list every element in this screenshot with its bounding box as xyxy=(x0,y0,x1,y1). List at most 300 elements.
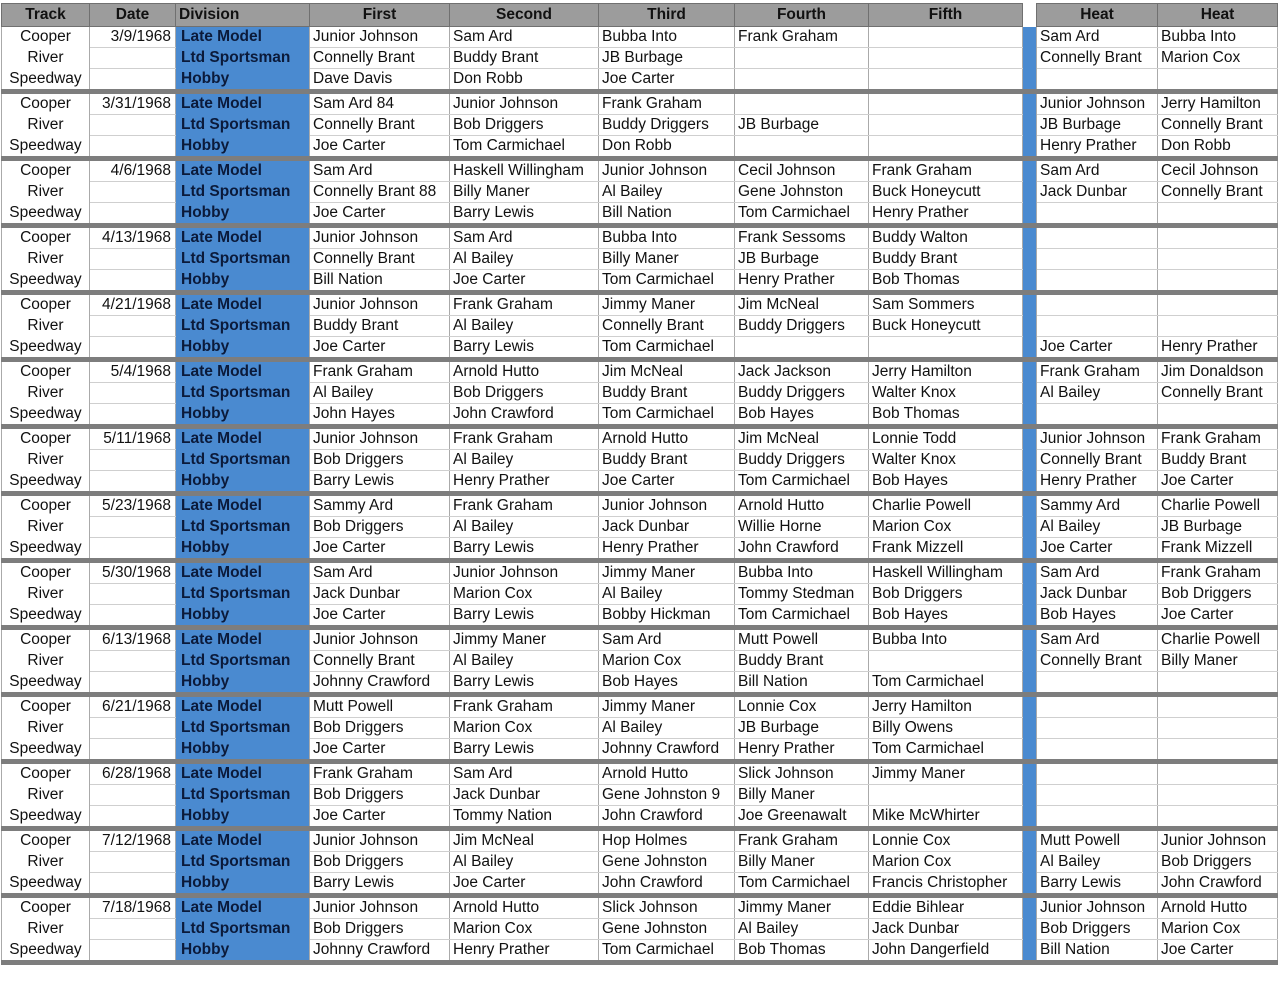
table-row xyxy=(2,896,1278,919)
date-cell xyxy=(90,316,176,337)
third-place-cell: Bubba Into xyxy=(599,226,735,249)
third-place-cell: John Crawford xyxy=(599,873,735,896)
heat-2-cell: Cecil Johnson xyxy=(1158,159,1278,182)
fourth-place-cell: John Crawford xyxy=(735,538,869,561)
second-place-cell: Billy Maner xyxy=(450,182,599,203)
date-cell xyxy=(90,69,176,92)
table-row xyxy=(2,136,1278,159)
first-place-cell: Bob Driggers xyxy=(310,785,450,806)
third-place-cell: Billy Maner xyxy=(599,249,735,270)
third-place-cell: Jim McNeal xyxy=(599,360,735,383)
date-cell xyxy=(90,739,176,762)
track-cell: Speedway xyxy=(2,672,90,695)
first-place-cell: Joe Carter xyxy=(310,739,450,762)
fourth-place-cell: Mutt Powell xyxy=(735,628,869,651)
table-row xyxy=(2,270,1278,293)
fifth-place-cell: Francis Christopher xyxy=(869,873,1023,896)
division-cell: Hobby xyxy=(176,203,310,226)
division-cell: Ltd Sportsman xyxy=(176,316,310,337)
track-cell: River xyxy=(2,182,90,203)
heat-1-cell xyxy=(1037,270,1158,293)
table-row xyxy=(2,829,1278,852)
table-row xyxy=(2,584,1278,605)
heat-1-cell xyxy=(1037,762,1158,785)
heat-1-cell xyxy=(1037,806,1158,829)
heat-divider xyxy=(1023,115,1037,136)
fourth-place-cell: Bubba Into xyxy=(735,561,869,584)
division-cell: Hobby xyxy=(176,471,310,494)
first-place-cell: Bob Driggers xyxy=(310,517,450,538)
heat-divider xyxy=(1023,203,1037,226)
fourth-place-cell: JB Burbage xyxy=(735,115,869,136)
fifth-place-cell: Marion Cox xyxy=(869,517,1023,538)
third-place-cell: Buddy Driggers xyxy=(599,115,735,136)
date-cell xyxy=(90,182,176,203)
fourth-place-cell: JB Burbage xyxy=(735,249,869,270)
heat-1-cell: Junior Johnson xyxy=(1037,92,1158,115)
division-cell: Late Model xyxy=(176,829,310,852)
third-place-cell: Arnold Hutto xyxy=(599,762,735,785)
table-row xyxy=(2,203,1278,226)
first-place-cell: Sam Ard xyxy=(310,159,450,182)
division-cell: Late Model xyxy=(176,360,310,383)
date-cell xyxy=(90,806,176,829)
table-row xyxy=(2,337,1278,360)
division-cell: Hobby xyxy=(176,605,310,628)
date-cell xyxy=(90,718,176,739)
fourth-place-cell: Henry Prather xyxy=(735,270,869,293)
first-place-cell: Joe Carter xyxy=(310,337,450,360)
fourth-place-cell: Tom Carmichael xyxy=(735,203,869,226)
track-cell: River xyxy=(2,852,90,873)
second-place-cell: Barry Lewis xyxy=(450,672,599,695)
heat-2-cell: Billy Maner xyxy=(1158,651,1278,672)
second-place-cell: Al Bailey xyxy=(450,517,599,538)
header-third: Third xyxy=(599,4,735,27)
table-row xyxy=(2,27,1278,48)
first-place-cell: Junior Johnson xyxy=(310,27,450,48)
date-cell: 7/18/1968 xyxy=(90,896,176,919)
heat-1-cell: Junior Johnson xyxy=(1037,896,1158,919)
third-place-cell: Bobby Hickman xyxy=(599,605,735,628)
fourth-place-cell: Jim McNeal xyxy=(735,293,869,316)
fifth-place-cell xyxy=(869,48,1023,69)
heat-divider xyxy=(1023,226,1037,249)
fourth-place-cell xyxy=(735,69,869,92)
fourth-place-cell: Willie Horne xyxy=(735,517,869,538)
heat-divider xyxy=(1023,360,1037,383)
heat-2-cell: Bob Driggers xyxy=(1158,584,1278,605)
fifth-place-cell: Marion Cox xyxy=(869,852,1023,873)
division-cell: Late Model xyxy=(176,293,310,316)
date-cell xyxy=(90,919,176,940)
heat-1-cell: Sam Ard xyxy=(1037,27,1158,48)
heat-2-cell: Connelly Brant xyxy=(1158,182,1278,203)
second-place-cell: Barry Lewis xyxy=(450,203,599,226)
first-place-cell: Frank Graham xyxy=(310,360,450,383)
date-cell xyxy=(90,605,176,628)
division-cell: Hobby xyxy=(176,806,310,829)
date-cell xyxy=(90,270,176,293)
first-place-cell: Connelly Brant xyxy=(310,115,450,136)
division-cell: Ltd Sportsman xyxy=(176,182,310,203)
division-cell: Ltd Sportsman xyxy=(176,919,310,940)
header-fifth: Fifth xyxy=(869,4,1023,27)
division-cell: Late Model xyxy=(176,561,310,584)
division-cell: Hobby xyxy=(176,940,310,963)
first-place-cell: Bob Driggers xyxy=(310,852,450,873)
heat-1-cell: Bob Driggers xyxy=(1037,919,1158,940)
heat-divider xyxy=(1023,427,1037,450)
second-place-cell: Barry Lewis xyxy=(450,739,599,762)
fourth-place-cell: Billy Maner xyxy=(735,785,869,806)
table-row xyxy=(2,517,1278,538)
fifth-place-cell: Mike McWhirter xyxy=(869,806,1023,829)
heat-1-cell: Sammy Ard xyxy=(1037,494,1158,517)
heat-2-cell: Charlie Powell xyxy=(1158,494,1278,517)
fifth-place-cell xyxy=(869,785,1023,806)
division-cell: Late Model xyxy=(176,695,310,718)
heat-2-cell xyxy=(1158,203,1278,226)
third-place-cell: Jimmy Maner xyxy=(599,293,735,316)
second-place-cell: Al Bailey xyxy=(450,852,599,873)
division-cell: Late Model xyxy=(176,226,310,249)
heat-divider xyxy=(1023,873,1037,896)
heat-divider xyxy=(1023,695,1037,718)
third-place-cell: Joe Carter xyxy=(599,69,735,92)
fifth-place-cell: Henry Prather xyxy=(869,203,1023,226)
second-place-cell: Tommy Nation xyxy=(450,806,599,829)
first-place-cell: Junior Johnson xyxy=(310,896,450,919)
fifth-place-cell xyxy=(869,115,1023,136)
table-row xyxy=(2,940,1278,963)
second-place-cell: Sam Ard xyxy=(450,27,599,48)
third-place-cell: Bill Nation xyxy=(599,203,735,226)
track-cell: Cooper xyxy=(2,695,90,718)
track-cell: River xyxy=(2,249,90,270)
third-place-cell: Tom Carmichael xyxy=(599,337,735,360)
fourth-place-cell: Bob Thomas xyxy=(735,940,869,963)
division-cell: Late Model xyxy=(176,92,310,115)
heat-2-cell xyxy=(1158,672,1278,695)
heat-1-cell: Al Bailey xyxy=(1037,852,1158,873)
first-place-cell: John Hayes xyxy=(310,404,450,427)
division-cell: Ltd Sportsman xyxy=(176,785,310,806)
track-cell: Cooper xyxy=(2,494,90,517)
heat-divider xyxy=(1023,919,1037,940)
date-cell xyxy=(90,785,176,806)
track-cell: Cooper xyxy=(2,360,90,383)
date-cell: 4/13/1968 xyxy=(90,226,176,249)
heat-divider xyxy=(1023,605,1037,628)
table-row xyxy=(2,852,1278,873)
third-place-cell: Arnold Hutto xyxy=(599,427,735,450)
division-cell: Late Model xyxy=(176,896,310,919)
first-place-cell: Buddy Brant xyxy=(310,316,450,337)
heat-2-cell: Marion Cox xyxy=(1158,48,1278,69)
track-cell: Speedway xyxy=(2,605,90,628)
fifth-place-cell: Lonnie Todd xyxy=(869,427,1023,450)
first-place-cell: Barry Lewis xyxy=(310,471,450,494)
second-place-cell: Henry Prather xyxy=(450,471,599,494)
heat-divider xyxy=(1023,316,1037,337)
header-division: Division xyxy=(176,4,310,27)
date-cell xyxy=(90,337,176,360)
third-place-cell: Johnny Crawford xyxy=(599,739,735,762)
heat-1-cell: Henry Prather xyxy=(1037,471,1158,494)
division-cell: Ltd Sportsman xyxy=(176,48,310,69)
heat-2-cell: Jim Donaldson xyxy=(1158,360,1278,383)
fifth-place-cell: Jerry Hamilton xyxy=(869,695,1023,718)
track-cell: River xyxy=(2,785,90,806)
track-cell: Cooper xyxy=(2,896,90,919)
second-place-cell: Jack Dunbar xyxy=(450,785,599,806)
table-row xyxy=(2,651,1278,672)
track-cell: River xyxy=(2,316,90,337)
heat-divider xyxy=(1023,829,1037,852)
first-place-cell: Connelly Brant xyxy=(310,651,450,672)
second-place-cell: Bob Driggers xyxy=(450,115,599,136)
heat-divider xyxy=(1023,471,1037,494)
fourth-place-cell: Tom Carmichael xyxy=(735,873,869,896)
division-cell: Ltd Sportsman xyxy=(176,517,310,538)
heat-2-cell xyxy=(1158,293,1278,316)
fifth-place-cell xyxy=(869,92,1023,115)
division-cell: Hobby xyxy=(176,337,310,360)
fifth-place-cell: Jack Dunbar xyxy=(869,919,1023,940)
second-place-cell: Don Robb xyxy=(450,69,599,92)
fourth-place-cell: Frank Sessoms xyxy=(735,226,869,249)
fifth-place-cell: Lonnie Cox xyxy=(869,829,1023,852)
heat-1-cell xyxy=(1037,404,1158,427)
heat-divider xyxy=(1023,182,1037,203)
fifth-place-cell: Tom Carmichael xyxy=(869,672,1023,695)
fifth-place-cell: Buck Honeycutt xyxy=(869,316,1023,337)
date-cell: 3/31/1968 xyxy=(90,92,176,115)
heat-2-cell: Bubba Into xyxy=(1158,27,1278,48)
second-place-cell: Jimmy Maner xyxy=(450,628,599,651)
fifth-place-cell: John Dangerfield xyxy=(869,940,1023,963)
heat-2-cell: Frank Graham xyxy=(1158,561,1278,584)
second-place-cell: Buddy Brant xyxy=(450,48,599,69)
third-place-cell: Joe Carter xyxy=(599,471,735,494)
date-cell: 5/30/1968 xyxy=(90,561,176,584)
header-first: First xyxy=(310,4,450,27)
track-cell: River xyxy=(2,48,90,69)
division-cell: Ltd Sportsman xyxy=(176,115,310,136)
fifth-place-cell: Jerry Hamilton xyxy=(869,360,1023,383)
track-cell: Cooper xyxy=(2,159,90,182)
heat-1-cell: Al Bailey xyxy=(1037,383,1158,404)
table-row xyxy=(2,605,1278,628)
heat-1-cell: Frank Graham xyxy=(1037,360,1158,383)
track-cell: Cooper xyxy=(2,92,90,115)
date-cell xyxy=(90,873,176,896)
header-heat-2: Heat xyxy=(1158,4,1278,27)
date-cell xyxy=(90,115,176,136)
second-place-cell: Junior Johnson xyxy=(450,561,599,584)
fourth-place-cell: JB Burbage xyxy=(735,718,869,739)
table-row xyxy=(2,293,1278,316)
heat-divider xyxy=(1023,896,1037,919)
header-second: Second xyxy=(450,4,599,27)
heat-divider xyxy=(1023,561,1037,584)
date-cell xyxy=(90,538,176,561)
table-row xyxy=(2,762,1278,785)
heat-1-cell: Al Bailey xyxy=(1037,517,1158,538)
date-cell: 5/11/1968 xyxy=(90,427,176,450)
first-place-cell: Sammy Ard xyxy=(310,494,450,517)
fourth-place-cell: Tom Carmichael xyxy=(735,605,869,628)
fifth-place-cell xyxy=(869,136,1023,159)
fifth-place-cell: Bob Hayes xyxy=(869,471,1023,494)
heat-divider xyxy=(1023,940,1037,963)
heat-divider xyxy=(1023,159,1037,182)
fifth-place-cell xyxy=(869,69,1023,92)
heat-2-cell xyxy=(1158,785,1278,806)
heat-divider xyxy=(1023,672,1037,695)
heat-1-cell xyxy=(1037,739,1158,762)
fifth-place-cell: Sam Sommers xyxy=(869,293,1023,316)
table-row xyxy=(2,873,1278,896)
track-cell: Speedway xyxy=(2,203,90,226)
date-cell xyxy=(90,136,176,159)
track-cell: Cooper xyxy=(2,628,90,651)
track-cell: Speedway xyxy=(2,806,90,829)
fifth-place-cell: Bob Thomas xyxy=(869,404,1023,427)
heat-2-cell: Connelly Brant xyxy=(1158,383,1278,404)
division-cell: Late Model xyxy=(176,159,310,182)
heat-2-cell: Bob Driggers xyxy=(1158,852,1278,873)
table-row xyxy=(2,672,1278,695)
third-place-cell: John Crawford xyxy=(599,806,735,829)
first-place-cell: Dave Davis xyxy=(310,69,450,92)
fourth-place-cell: Gene Johnston xyxy=(735,182,869,203)
second-place-cell: Marion Cox xyxy=(450,919,599,940)
heat-1-cell: Sam Ard xyxy=(1037,561,1158,584)
division-cell: Ltd Sportsman xyxy=(176,584,310,605)
division-cell: Late Model xyxy=(176,427,310,450)
third-place-cell: Tom Carmichael xyxy=(599,270,735,293)
heat-1-cell xyxy=(1037,293,1158,316)
heat-1-cell: Connelly Brant xyxy=(1037,48,1158,69)
heat-1-cell: JB Burbage xyxy=(1037,115,1158,136)
heat-1-cell: Junior Johnson xyxy=(1037,427,1158,450)
heat-1-cell: Henry Prather xyxy=(1037,136,1158,159)
heat-divider xyxy=(1023,785,1037,806)
date-cell xyxy=(90,404,176,427)
heat-divider xyxy=(1023,517,1037,538)
first-place-cell: Connelly Brant xyxy=(310,249,450,270)
division-cell: Hobby xyxy=(176,672,310,695)
fourth-place-cell: Jimmy Maner xyxy=(735,896,869,919)
heat-divider xyxy=(1023,718,1037,739)
fourth-place-cell xyxy=(735,337,869,360)
fifth-place-cell: Bubba Into xyxy=(869,628,1023,651)
track-cell: Cooper xyxy=(2,427,90,450)
heat-1-cell xyxy=(1037,226,1158,249)
heat-2-cell: Don Robb xyxy=(1158,136,1278,159)
third-place-cell: Bob Hayes xyxy=(599,672,735,695)
division-cell: Hobby xyxy=(176,538,310,561)
second-place-cell: Sam Ard xyxy=(450,226,599,249)
date-cell xyxy=(90,852,176,873)
heat-2-cell: Henry Prather xyxy=(1158,337,1278,360)
track-cell: River xyxy=(2,919,90,940)
track-cell: Speedway xyxy=(2,337,90,360)
heat-2-cell: Jerry Hamilton xyxy=(1158,92,1278,115)
division-cell: Hobby xyxy=(176,136,310,159)
third-place-cell: Jimmy Maner xyxy=(599,561,735,584)
heat-1-cell xyxy=(1037,249,1158,270)
fourth-place-cell: Buddy Brant xyxy=(735,651,869,672)
heat-1-cell: Connelly Brant xyxy=(1037,651,1158,672)
first-place-cell: Junior Johnson xyxy=(310,427,450,450)
fourth-place-cell: Arnold Hutto xyxy=(735,494,869,517)
fifth-place-cell: Haskell Willingham xyxy=(869,561,1023,584)
heat-2-cell: John Crawford xyxy=(1158,873,1278,896)
date-cell: 5/4/1968 xyxy=(90,360,176,383)
second-place-cell: Al Bailey xyxy=(450,316,599,337)
heat-2-cell: JB Burbage xyxy=(1158,517,1278,538)
table-row xyxy=(2,159,1278,182)
division-cell: Ltd Sportsman xyxy=(176,450,310,471)
fourth-place-cell: Frank Graham xyxy=(735,27,869,48)
second-place-cell: Arnold Hutto xyxy=(450,896,599,919)
heat-1-cell: Sam Ard xyxy=(1037,159,1158,182)
first-place-cell: Bob Driggers xyxy=(310,450,450,471)
date-cell xyxy=(90,517,176,538)
second-place-cell: Marion Cox xyxy=(450,718,599,739)
heat-1-cell: Mutt Powell xyxy=(1037,829,1158,852)
second-place-cell: John Crawford xyxy=(450,404,599,427)
heat-2-cell: Joe Carter xyxy=(1158,940,1278,963)
track-cell: Cooper xyxy=(2,27,90,48)
heat-divider xyxy=(1023,762,1037,785)
division-cell: Hobby xyxy=(176,270,310,293)
fourth-place-cell: Lonnie Cox xyxy=(735,695,869,718)
heat-divider xyxy=(1023,92,1037,115)
track-cell: Speedway xyxy=(2,136,90,159)
heat-2-cell xyxy=(1158,806,1278,829)
heat-2-cell xyxy=(1158,270,1278,293)
heat-1-cell xyxy=(1037,785,1158,806)
track-cell: Speedway xyxy=(2,873,90,896)
heat-1-cell xyxy=(1037,718,1158,739)
table-row xyxy=(2,739,1278,762)
fourth-place-cell: Buddy Driggers xyxy=(735,450,869,471)
third-place-cell: Al Bailey xyxy=(599,182,735,203)
third-place-cell: Marion Cox xyxy=(599,651,735,672)
table-row xyxy=(2,316,1278,337)
heat-2-cell: Arnold Hutto xyxy=(1158,896,1278,919)
first-place-cell: Mutt Powell xyxy=(310,695,450,718)
third-place-cell: Connelly Brant xyxy=(599,316,735,337)
track-cell: River xyxy=(2,517,90,538)
fourth-place-cell xyxy=(735,136,869,159)
first-place-cell: Joe Carter xyxy=(310,203,450,226)
division-cell: Ltd Sportsman xyxy=(176,852,310,873)
table-row xyxy=(2,561,1278,584)
second-place-cell: Junior Johnson xyxy=(450,92,599,115)
fifth-place-cell: Frank Mizzell xyxy=(869,538,1023,561)
header-heat-1: Heat xyxy=(1037,4,1158,27)
third-place-cell: Buddy Brant xyxy=(599,450,735,471)
fourth-place-cell: Buddy Driggers xyxy=(735,383,869,404)
division-cell: Ltd Sportsman xyxy=(176,383,310,404)
fourth-place-cell: Tommy Stedman xyxy=(735,584,869,605)
date-cell xyxy=(90,584,176,605)
